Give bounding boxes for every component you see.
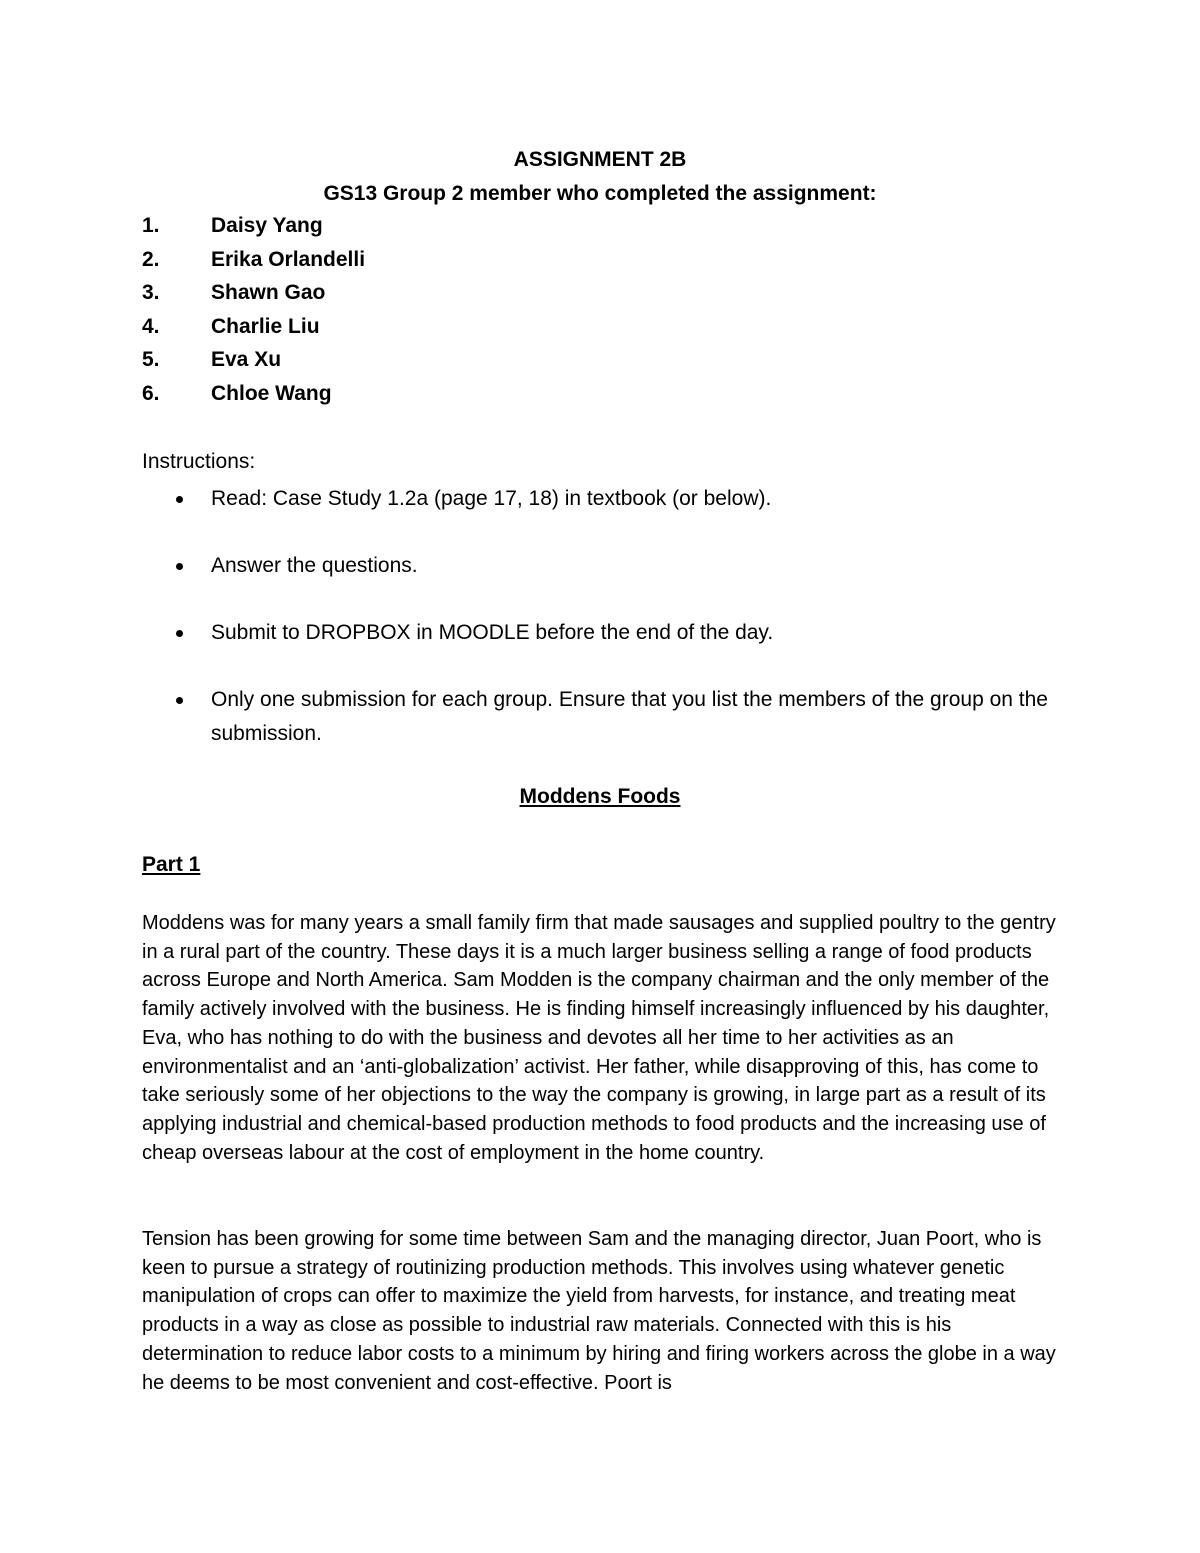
instructions-list	[142, 482, 1072, 784]
member-list	[142, 212, 365, 414]
instruction-item	[142, 549, 1072, 583]
member-item	[142, 279, 365, 313]
member-number: 6.	[142, 381, 160, 405]
bullet-icon	[176, 630, 183, 637]
member-number: 1.	[142, 214, 160, 237]
member-name: Daisy Yang	[211, 214, 323, 237]
member-name: Shawn Gao	[211, 281, 326, 305]
bullet-icon	[176, 496, 183, 503]
instruction-text: Read: Case Study 1.2a (page 17, 18) in textbook (or below).	[211, 487, 772, 510]
member-item	[142, 346, 365, 380]
member-item	[142, 246, 365, 280]
member-item	[142, 212, 365, 246]
member-name: Erika Orlandelli	[211, 247, 366, 271]
instruction-item	[142, 683, 1072, 751]
member-item	[142, 313, 365, 347]
bullet-icon	[176, 697, 183, 704]
instruction-item	[142, 482, 1072, 516]
instructions-heading: Instructions:	[142, 450, 256, 473]
part-title: Part 1	[142, 853, 201, 876]
assignment-title: ASSIGNMENT 2B	[513, 148, 687, 171]
case-study-paragraph: Moddens was for many years a small family firm that made sausages and supplied poultry to the gentry in a rural part of the country. These days it is a much larger business selling a range of food products across Europe and North America. Sam Modden is the company chairman and the only member of the family actively involved with the business. He is finding himself increasingly influenced by his daughter, Eva, who has nothing to do with the business and devotes all her time to her activities as an environmentalist and an ‘anti-globalization’ activist. Her father, while disapproving of this, has come to take seriously some of her objections to the way the company is growing, in large part as a result of its applying industrial and chemical-based production methods to food products and the increasing use of cheap overseas labour at the cost of employment in the home country.	[142, 912, 1056, 1164]
member-name: Eva Xu	[211, 348, 282, 372]
instruction-text: Only one submission for each group. Ensure that you list the members of the group on the submission.	[211, 688, 1048, 745]
case-study-title: Moddens Foods	[519, 785, 681, 808]
case-study-paragraph: Tension has been growing for some time between Sam and the managing director, Juan Poort, who is keen to pursue a strategy of routinizing production methods. This involves using whatever genetic manipulation of crops can offer to maximize the yield from harvests, for instance, and treating meat products in a way as close as possible to industrial raw materials. Connected with this is his determination to reduce labor costs to a minimum by hiring and firing workers across the globe in a way he deems to be most convenient and cost-effective. Poort is	[142, 1228, 1056, 1394]
instruction-text: Submit to DROPBOX in MOODLE before the end of the day.	[211, 621, 774, 644]
bullet-icon	[176, 563, 183, 570]
instruction-text: Answer the questions.	[211, 554, 418, 577]
member-number: 2.	[142, 247, 160, 271]
group-subtitle: GS13 Group 2 member who completed the assignment:	[323, 182, 877, 205]
member-number: 3.	[142, 281, 160, 305]
member-item	[142, 380, 365, 414]
member-name: Chloe Wang	[211, 381, 332, 405]
member-number: 4.	[142, 314, 160, 338]
instruction-item	[142, 616, 1072, 650]
member-number: 5.	[142, 348, 160, 372]
member-name: Charlie Liu	[211, 314, 320, 338]
